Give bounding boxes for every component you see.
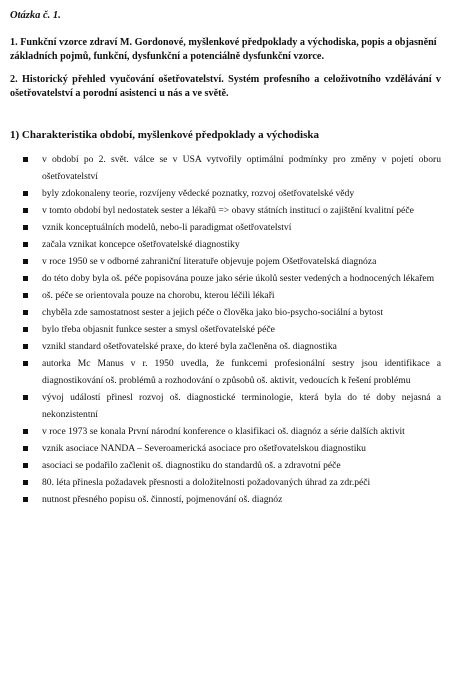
section-title: 1) Charakteristika období, myšlenkové předpoklady a východiska	[10, 129, 319, 141]
list-item-text: začala vznikat koncepce ošetřovatelské diagnostiky	[42, 239, 240, 250]
list-item	[10, 304, 441, 321]
list-item	[10, 253, 441, 270]
topic-heading-2: 2. Historický přehled vyučování ošetřovatelství. Systém profesního a celoživotního vzdělávání v ošetřovatelství a porodní asistenci u nás a ve světě.	[10, 74, 441, 99]
bullet-list	[10, 151, 441, 508]
list-item	[10, 423, 441, 440]
list-item-text: v tomto období byl nedostatek sester a lékařů => obavy státních institucí o zajištění kvalitní péče	[42, 205, 414, 216]
list-item	[10, 236, 441, 253]
list-item	[10, 219, 441, 236]
list-item	[10, 287, 441, 304]
list-item	[10, 338, 441, 355]
list-item-text: vývoj událostí přinesl rozvoj oš. diagnostické terminologie, která byla do té doby nejasná a nekonzistentní	[42, 392, 441, 420]
list-item-text: oš. péče se orientovala pouze na chorobu, kterou léčili lékaři	[42, 290, 275, 301]
list-item-text: asociaci se podařilo začlenit oš. diagnostiku do standardů oš. a zdravotní péče	[42, 460, 341, 471]
list-item	[10, 185, 441, 202]
list-item-text: v období po 2. svět. válce se v USA vytvořily optimální podmínky pro změny v pojetí oboru ošetřovatelství	[42, 154, 441, 182]
list-item-text: byly zdokonaleny teorie, rozvíjeny vědecké poznatky, rozvoj ošetřovatelské vědy	[42, 188, 355, 199]
list-item	[10, 270, 441, 287]
list-item	[10, 202, 441, 219]
list-item	[10, 321, 441, 338]
list-item-text: do této doby byla oš. péče popisována pouze jako série úkolů sester vedených a hodnocených lékařem	[42, 273, 435, 284]
list-item	[10, 457, 441, 474]
list-item-text: v roce 1973 se konala První národní konference o klasifikaci oš. diagnóz a série dalších aktivit	[42, 426, 405, 437]
list-item	[10, 151, 441, 185]
list-item-text: v roce 1950 se v odborné zahraniční literatuře objevuje pojem Ošetřovatelská diagnóza	[42, 256, 377, 267]
list-item	[10, 389, 441, 423]
list-item-text: 80. léta přinesla požadavek přesnosti a doložitelnosti požadovaných úhrad za zdr.péči	[42, 477, 371, 488]
list-item-text: autorka Mc Manus v r. 1950 uvedla, že funkcemi profesionální sestry jsou identifikace a diagnostikování oš. problémů a rozhodování o způsobů oš. aktivit, vedoucích k řešení problému	[42, 358, 441, 386]
list-item-text: bylo třeba objasnit funkce sester a smysl ošetřovatelské péče	[42, 324, 275, 335]
list-item-text: chyběla zde samostatnost sester a jejich péče o člověka jako bio-psycho-sociální a bytost	[42, 307, 383, 318]
list-item-text: vznikl standard ošetřovatelské praxe, do které byla začleněna oš. diagnostika	[42, 341, 337, 352]
list-item	[10, 491, 441, 508]
topic-heading-1: 1. Funkční vzorce zdraví M. Gordonové, myšlenkové předpoklady a východiska, popis a objasnění základních pojmů, funkční, dysfunkční a potenciálně dysfunkční vzorce.	[10, 37, 437, 62]
list-item-text: nutnost přesného popisu oš. činností, pojmenování oš. diagnóz	[42, 494, 283, 505]
list-item	[10, 474, 441, 491]
list-item	[10, 440, 441, 457]
question-label: Otázka č. 1.	[10, 10, 61, 21]
list-item	[10, 355, 441, 389]
list-item-text: vznik asociace NANDA – Severoamerická asociace pro ošetřovatelskou diagnostiku	[42, 443, 366, 454]
list-item-text: vznik konceptuálních modelů, nebo-li paradigmat ošetřovatelství	[42, 222, 292, 233]
